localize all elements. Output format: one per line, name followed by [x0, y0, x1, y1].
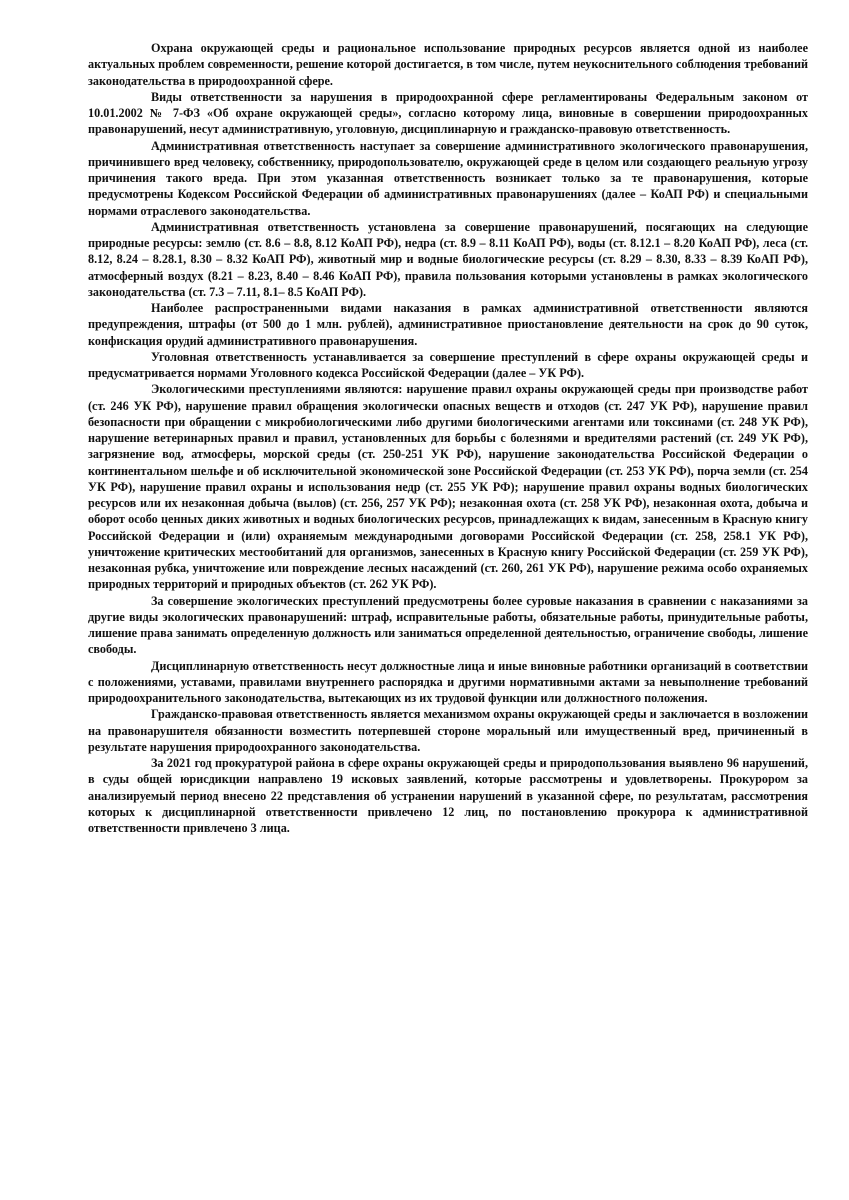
paragraph-civil-liability: Гражданско-правовая ответственность является механизмом охраны окружающей среды и заключается в возложении на правонарушителя обязанности возместить потерпевшей стороне моральный или имущественный вред, причиненный в результате нарушения природоохранного законодательства.: [88, 707, 808, 754]
paragraph-liability-types: Виды ответственности за нарушения в природоохранной сфере регламентированы Федеральным законом от 10.01.2002 № 7-ФЗ «Об охране окружающей среды», согласно которому лица, виновные в совершении природоохранных правонарушений, несут административную, уголовную, дисциплинарную и гражданско-правовую ответственность.: [88, 89, 808, 137]
paragraph-prosecutor-results: За 2021 год прокуратурой района в сфере охраны окружающей среды и природопользования выявлено 96 нарушений, в суды общей юрисдикции направлено 19 исковых заявлений, которые рассмотрены и удовлетворены. Прокурором за анализируемый период внесено 22 представления об устранении нарушений в указанной сфере, по результатам, рассмотрения которых к дисциплинарной ответственности привлечено 12 лиц, по постановлению прокурора к административной ответственности привлечено 3 лица.: [88, 756, 808, 835]
document-body: [88, 40, 808, 836]
paragraph-criminal-liability: Уголовная ответственность устанавливается за совершение преступлений в сфере охраны окружающей среды и предусматривается нормами Уголовного кодекса Российской Федерации (далее – УК РФ).: [88, 349, 808, 380]
paragraph-intro: Охрана окружающей среды и рациональное использование природных ресурсов является одной из наиболее актуальных проблем современности, решение которой достигается, в том числе, путем неукоснительного соблюдения требований законодательства в природоохранной сфере.: [88, 41, 808, 88]
paragraph-administrative-penalties: Наиболее распространенными видами наказания в рамках административной ответственности являются предупреждения, штрафы (от 500 до 1 млн. рублей), административное приостановление деятельности на срок до 90 суток, конфискация орудий административного правонарушения.: [88, 301, 808, 348]
paragraph-administrative-resources: Административная ответственность установлена за совершение правонарушений, посягающих на следующие природные ресурсы: землю (ст. 8.6 – 8.8, 8.12 КоАП РФ), недра (ст. 8.9 – 8.11 КоАП РФ), воды (ст. 8.12.1 – 8.20 КоАП РФ), леса (ст. 8.12, 8.24 – 8.28.1, 8.30 – 8.32 КоАП РФ), животный мир и водные биологические ресурсы (ст. 8.29 – 8.30, 8.33 – 8.39 КоАП РФ), атмосферный воздух (8.21 – 8.23, 8.40 – 8.46 КоАП РФ), правила пользования которыми установлены в рамках экологического законодательства (ст. 7.3 – 7.11, 8.1– 8.5 КоАП РФ).: [88, 219, 808, 299]
paragraph-administrative-liability: Административная ответственность наступает за совершение административного экологического правонарушения, причинившего вред человеку, собственнику, природопользователю, окружающей среде в целом или создающего реальную угрозу причинения такого вреда. При этом указанная ответственность возникает только за те правонарушения, которые предусмотрены Кодексом Российской Федерации об административных правонарушениях (далее – КоАП РФ) и специальными нормами отраслевого законодательства.: [88, 138, 808, 218]
paragraph-disciplinary-liability: Дисциплинарную ответственность несут должностные лица и иные виновные работники организаций в соответствии с положениями, уставами, правилами внутреннего распорядка и другими нормативными актами за невыполнение требований природоохранительного законодательства, вытекающих из их трудовой функции или должностного положения.: [88, 658, 808, 705]
paragraph-ecological-crimes: Экологическими преступлениями являются: нарушение правил охраны окружающей среды при производстве работ (ст. 246 УК РФ), нарушение правил обращения экологически опасных веществ и отходов (ст. 247 УК РФ), нарушение правил безопасности при обращении с микробиологическими либо другими биологическими агентами или токсинами (ст. 248 УК РФ), нарушение ветеринарных правил и правил, установленных для борьбы с болезнями и вредителями растений (ст. 249 УК РФ), загрязнение вод, атмосферы, морской среды (ст. 250-251 УК РФ), нарушение законодательства Российской Федерации о континентальном шельфе и об исключительной экономической зоне Российской Федерации (ст. 253 УК РФ), порча земли (ст. 254 УК РФ), нарушение правил охраны и использования недр (ст. 255 УК РФ); нарушение правил охраны водных биологических ресурсов или их незаконная добыча (вылов) (ст. 256, 257 УК РФ); незаконная охота (ст. 258 УК РФ), незаконная охота, добыча и оборот особо ценных диких животных и водных биологических ресурсов, принадлежащих к видам, занесенным в Красную книгу Российской Федерации и (или) охраняемым международными договорами Российской Федерации (ст. 258, 258.1 УК РФ), уничтожение критических местообитаний для организмов, занесенных в Красную книгу Российской Федерации (ст. 259 УК РФ), незаконная рубка, уничтожение или повреждение лесных насаждений (ст. 260, 261 УК РФ), нарушение режима особо охраняемых природных территорий и природных объектов (ст. 262 УК РФ).: [88, 382, 808, 592]
paragraph-criminal-penalties: За совершение экологических преступлений предусмотрены более суровые наказания в сравнении с наказаниями за другие виды экологических правонарушений: штраф, исправительные работы, обязательные работы, принудительные работы, лишение права занимать определенную должность или заниматься определенной деятельностью, ограничение свободы, лишение свободы.: [88, 593, 808, 657]
